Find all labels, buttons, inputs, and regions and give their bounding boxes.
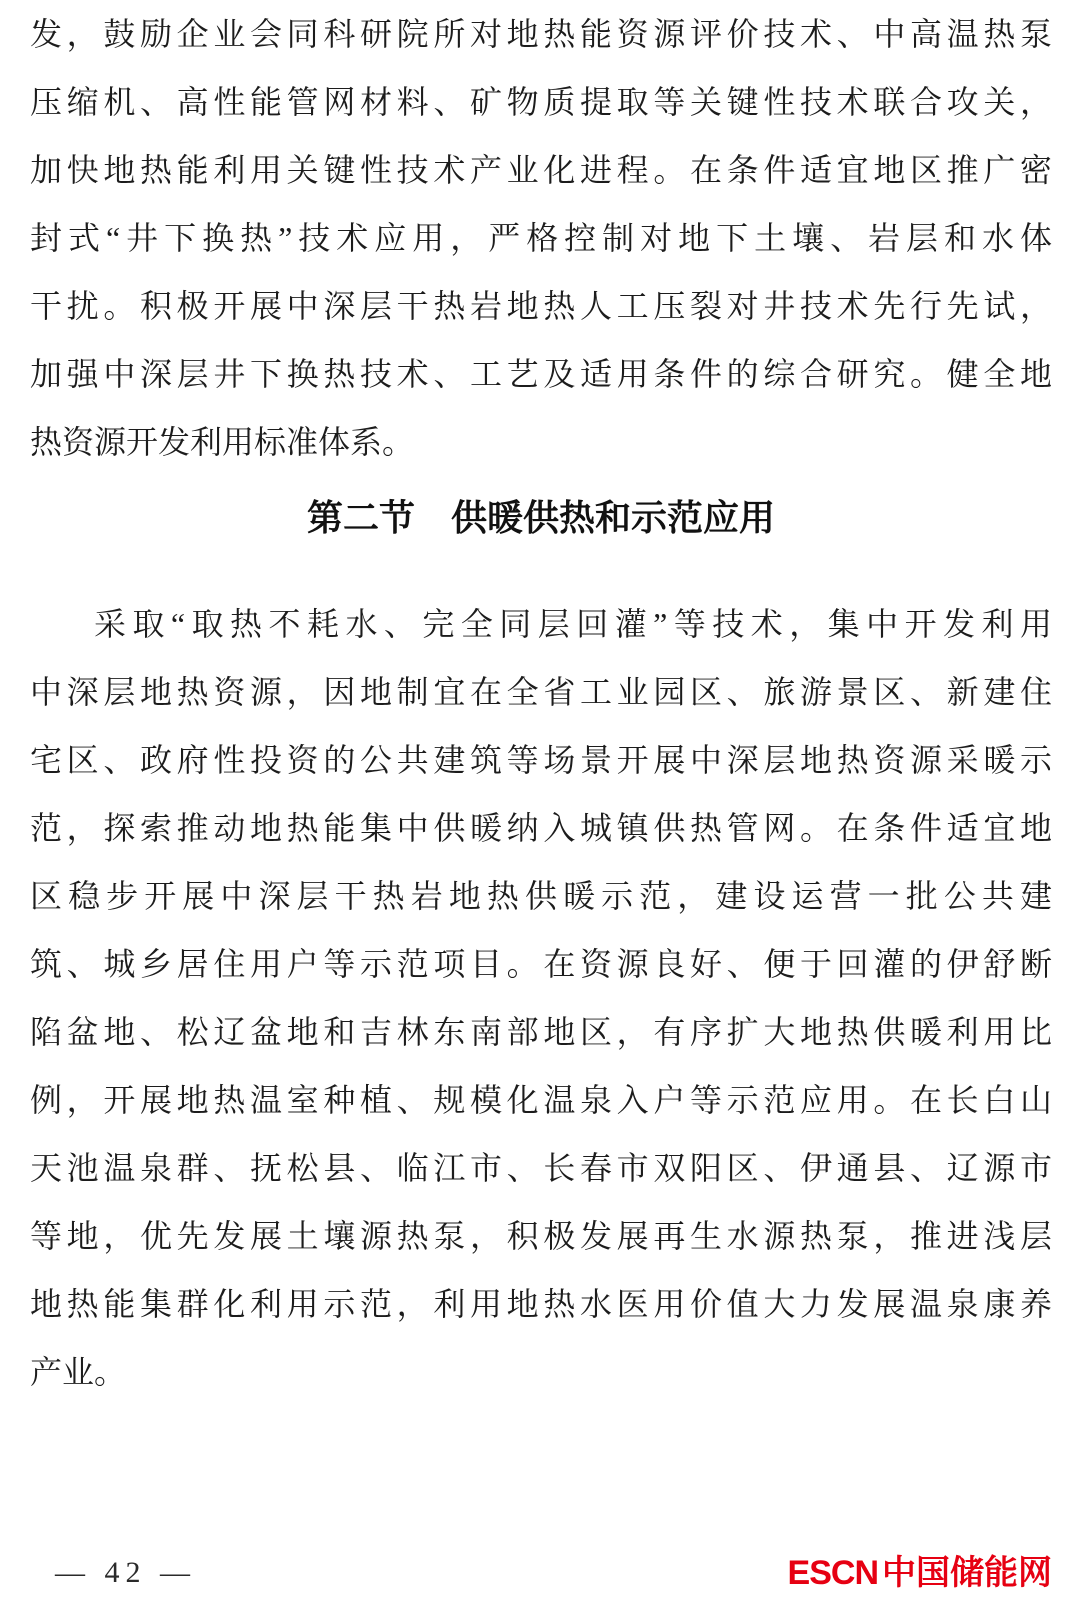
text-line: 地热能集群化利用示范，利用地热水医用价值大力发展温泉康养: [30, 1286, 1052, 1322]
page-footer: [55, 1550, 1052, 1596]
section-heading-title: 供暖供热和示范应用: [451, 497, 776, 538]
paragraph-technology: [30, 0, 1052, 476]
escn-logo: [788, 1554, 1052, 1592]
paragraph-heating-demo: [30, 590, 1052, 1406]
text-line: 范，探索推动地热能集中供暖纳入城镇供热管网。在条件适宜地: [30, 810, 1052, 846]
text-line: 压缩机、高性能管网材料、矿物质提取等关键性技术联合攻关，: [30, 84, 1052, 120]
text-line: 陷盆地、松辽盆地和吉林东南部地区，有序扩大地热供暖利用比: [30, 1014, 1052, 1050]
page-number: — 42 —: [55, 1556, 196, 1589]
text-line: 产业。: [30, 1354, 127, 1390]
escn-logo-chinese: 中国储能网: [882, 1554, 1052, 1592]
text-line: 发，鼓励企业会同科研院所对地热能资源评价技术、中高温热泵: [30, 16, 1052, 52]
escn-logo-latin: ESCN: [787, 1554, 878, 1592]
text-line: 热资源开发利用标准体系。: [30, 424, 415, 460]
text-line: 干扰。积极开展中深层干热岩地热人工压裂对井技术先行先试，: [30, 288, 1052, 324]
document-content: [30, 0, 1052, 1406]
text-line: 等地，优先发展土壤源热泵，积极发展再生水源热泵，推进浅层: [30, 1218, 1052, 1254]
section-heading: [30, 490, 1052, 546]
text-line: 天池温泉群、抚松县、临江市、长春市双阳区、伊通县、辽源市: [30, 1150, 1052, 1186]
section-heading-number: 第二节: [306, 497, 415, 538]
text-line: 加快地热能利用关键性技术产业化进程。在条件适宜地区推广密: [30, 152, 1052, 188]
text-line: 中深层地热资源，因地制宜在全省工业园区、旅游景区、新建住: [30, 674, 1052, 710]
text-line: 加强中深层井下换热技术、工艺及适用条件的综合研究。健全地: [30, 356, 1052, 392]
text-line: 例，开展地热温室种植、规模化温泉入户等示范应用。在长白山: [30, 1082, 1052, 1118]
text-line: 区稳步开展中深层干热岩地热供暖示范，建设运营一批公共建: [30, 878, 1052, 914]
text-line: 宅区、政府性投资的公共建筑等场景开展中深层地热资源采暖示: [30, 742, 1052, 778]
text-line: 筑、城乡居住用户等示范项目。在资源良好、便于回灌的伊舒断: [30, 946, 1052, 982]
text-line: 采取“取热不耗水、完全同层回灌”等技术，集中开发利用: [94, 606, 1052, 642]
text-line: 封式“井下换热”技术应用，严格控制对地下土壤、岩层和水体: [30, 220, 1052, 256]
